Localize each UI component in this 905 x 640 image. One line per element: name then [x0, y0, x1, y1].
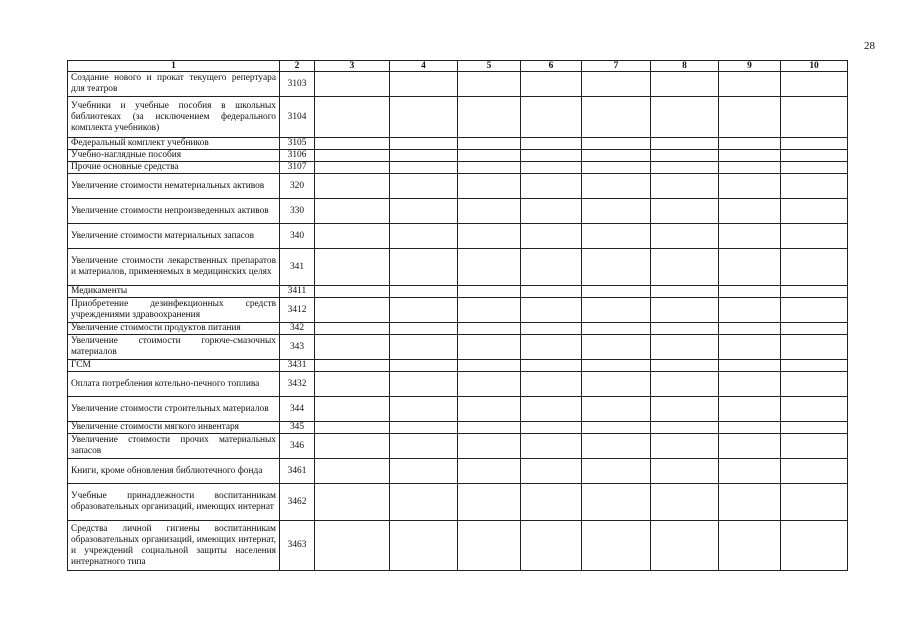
empty-cell-col-6 — [521, 360, 582, 372]
table-row — [68, 138, 848, 150]
empty-cell-col-7 — [582, 72, 651, 97]
empty-cell-col-4 — [390, 335, 458, 360]
column-header-2: 2 — [280, 61, 315, 72]
empty-cell-col-6 — [521, 72, 582, 97]
empty-cell-col-10 — [781, 150, 848, 162]
column-header-6: 6 — [521, 61, 582, 72]
row-code: 340 — [280, 224, 315, 249]
empty-cell-col-10 — [781, 521, 848, 571]
empty-cell-col-8 — [651, 224, 719, 249]
column-header-10: 10 — [781, 61, 848, 72]
empty-cell-col-9 — [719, 199, 781, 224]
empty-cell-col-6 — [521, 199, 582, 224]
table-row — [68, 72, 848, 97]
row-name: Увеличение стоимости мягкого инвентаря — [68, 422, 280, 434]
empty-cell-col-5 — [458, 323, 521, 335]
empty-cell-col-7 — [582, 150, 651, 162]
empty-cell-col-3 — [315, 372, 390, 397]
row-code: 330 — [280, 199, 315, 224]
empty-cell-col-10 — [781, 138, 848, 150]
empty-cell-col-8 — [651, 150, 719, 162]
empty-cell-col-6 — [521, 397, 582, 422]
empty-cell-col-9 — [719, 372, 781, 397]
empty-cell-col-4 — [390, 397, 458, 422]
empty-cell-col-9 — [719, 298, 781, 323]
empty-cell-col-5 — [458, 335, 521, 360]
empty-cell-col-3 — [315, 138, 390, 150]
column-header-8: 8 — [651, 61, 719, 72]
empty-cell-col-9 — [719, 360, 781, 372]
row-name: Увеличение стоимости непроизведенных активов — [68, 199, 280, 224]
row-code: 3412 — [280, 298, 315, 323]
empty-cell-col-5 — [458, 286, 521, 298]
table-row — [68, 360, 848, 372]
empty-cell-col-9 — [719, 286, 781, 298]
empty-cell-col-3 — [315, 162, 390, 174]
empty-cell-col-4 — [390, 174, 458, 199]
table-row — [68, 323, 848, 335]
row-code: 344 — [280, 397, 315, 422]
row-name: Медикаменты — [68, 286, 280, 298]
empty-cell-col-10 — [781, 97, 848, 138]
empty-cell-col-3 — [315, 199, 390, 224]
empty-cell-col-7 — [582, 434, 651, 459]
empty-cell-col-4 — [390, 150, 458, 162]
empty-cell-col-6 — [521, 484, 582, 521]
row-code: 343 — [280, 335, 315, 360]
table-header — [68, 61, 848, 72]
empty-cell-col-4 — [390, 199, 458, 224]
empty-cell-col-4 — [390, 286, 458, 298]
empty-cell-col-7 — [582, 224, 651, 249]
empty-cell-col-5 — [458, 150, 521, 162]
row-name: Увеличение стоимости строительных материалов — [68, 397, 280, 422]
empty-cell-col-6 — [521, 97, 582, 138]
empty-cell-col-10 — [781, 174, 848, 199]
empty-cell-col-7 — [582, 372, 651, 397]
empty-cell-col-4 — [390, 372, 458, 397]
empty-cell-col-7 — [582, 422, 651, 434]
empty-cell-col-9 — [719, 422, 781, 434]
empty-cell-col-7 — [582, 521, 651, 571]
empty-cell-col-5 — [458, 174, 521, 199]
empty-cell-col-9 — [719, 72, 781, 97]
row-name: Средства личной гигиены воспитанникам образовательных организаций, имеющих интернат, и учреждений социальной защиты населения интернатного типа — [68, 521, 280, 571]
table-body — [68, 72, 848, 571]
empty-cell-col-4 — [390, 521, 458, 571]
table-row — [68, 372, 848, 397]
table-row — [68, 484, 848, 521]
empty-cell-col-3 — [315, 298, 390, 323]
empty-cell-col-5 — [458, 521, 521, 571]
empty-cell-col-3 — [315, 484, 390, 521]
row-name: Увеличение стоимости нематериальных активов — [68, 174, 280, 199]
empty-cell-col-5 — [458, 397, 521, 422]
empty-cell-col-7 — [582, 459, 651, 484]
empty-cell-col-10 — [781, 224, 848, 249]
column-header-3: 3 — [315, 61, 390, 72]
empty-cell-col-5 — [458, 249, 521, 286]
empty-cell-col-4 — [390, 434, 458, 459]
empty-cell-col-10 — [781, 360, 848, 372]
empty-cell-col-5 — [458, 97, 521, 138]
empty-cell-col-9 — [719, 150, 781, 162]
table-row — [68, 199, 848, 224]
empty-cell-col-4 — [390, 162, 458, 174]
empty-cell-col-9 — [719, 335, 781, 360]
empty-cell-col-6 — [521, 434, 582, 459]
empty-cell-col-8 — [651, 249, 719, 286]
row-code: 345 — [280, 422, 315, 434]
row-code: 3105 — [280, 138, 315, 150]
table-row — [68, 249, 848, 286]
empty-cell-col-10 — [781, 397, 848, 422]
empty-cell-col-6 — [521, 174, 582, 199]
empty-cell-col-10 — [781, 162, 848, 174]
empty-cell-col-3 — [315, 286, 390, 298]
row-code: 3432 — [280, 372, 315, 397]
empty-cell-col-8 — [651, 434, 719, 459]
empty-cell-col-7 — [582, 397, 651, 422]
empty-cell-col-9 — [719, 323, 781, 335]
empty-cell-col-7 — [582, 97, 651, 138]
empty-cell-col-3 — [315, 360, 390, 372]
empty-cell-col-5 — [458, 484, 521, 521]
empty-cell-col-5 — [458, 422, 521, 434]
row-code: 3106 — [280, 150, 315, 162]
row-name: Приобретение дезинфекционных средств учреждениями здравоохранения — [68, 298, 280, 323]
empty-cell-col-8 — [651, 72, 719, 97]
row-name: Увеличение стоимости материальных запасов — [68, 224, 280, 249]
empty-cell-col-10 — [781, 249, 848, 286]
empty-cell-col-4 — [390, 459, 458, 484]
row-name: Учебники и учебные пособия в школьных библиотеках (за исключением федерального комплекта учебников) — [68, 97, 280, 138]
empty-cell-col-4 — [390, 298, 458, 323]
empty-cell-col-3 — [315, 422, 390, 434]
empty-cell-col-6 — [521, 335, 582, 360]
empty-cell-col-3 — [315, 224, 390, 249]
empty-cell-col-5 — [458, 372, 521, 397]
table-row — [68, 224, 848, 249]
column-header-9: 9 — [719, 61, 781, 72]
empty-cell-col-7 — [582, 298, 651, 323]
table-row — [68, 174, 848, 199]
empty-cell-col-6 — [521, 224, 582, 249]
empty-cell-col-4 — [390, 422, 458, 434]
table-row — [68, 397, 848, 422]
page-number: 28 — [864, 40, 875, 52]
table-row — [68, 97, 848, 138]
empty-cell-col-7 — [582, 335, 651, 360]
empty-cell-col-9 — [719, 249, 781, 286]
empty-cell-col-4 — [390, 249, 458, 286]
row-name: Прочие основные средства — [68, 162, 280, 174]
empty-cell-col-8 — [651, 372, 719, 397]
empty-cell-col-5 — [458, 360, 521, 372]
row-name: Учебно-наглядные пособия — [68, 150, 280, 162]
empty-cell-col-6 — [521, 249, 582, 286]
empty-cell-col-8 — [651, 335, 719, 360]
empty-cell-col-3 — [315, 434, 390, 459]
empty-cell-col-3 — [315, 72, 390, 97]
empty-cell-col-7 — [582, 249, 651, 286]
empty-cell-col-10 — [781, 434, 848, 459]
row-code: 320 — [280, 174, 315, 199]
empty-cell-col-7 — [582, 162, 651, 174]
empty-cell-col-8 — [651, 422, 719, 434]
empty-cell-col-9 — [719, 459, 781, 484]
row-code: 346 — [280, 434, 315, 459]
row-name: Увеличение стоимости продуктов питания — [68, 323, 280, 335]
empty-cell-col-6 — [521, 286, 582, 298]
row-name: Увеличение стоимости горюче-смазочных материалов — [68, 335, 280, 360]
empty-cell-col-8 — [651, 459, 719, 484]
empty-cell-col-8 — [651, 286, 719, 298]
empty-cell-col-9 — [719, 224, 781, 249]
empty-cell-col-10 — [781, 323, 848, 335]
empty-cell-col-4 — [390, 484, 458, 521]
table-row — [68, 286, 848, 298]
empty-cell-col-6 — [521, 372, 582, 397]
empty-cell-col-10 — [781, 372, 848, 397]
empty-cell-col-9 — [719, 138, 781, 150]
row-name: Оплата потребления котельно-печного топлива — [68, 372, 280, 397]
empty-cell-col-8 — [651, 397, 719, 422]
column-header-1: 1 — [68, 61, 280, 72]
empty-cell-col-7 — [582, 174, 651, 199]
row-code: 3103 — [280, 72, 315, 97]
empty-cell-col-6 — [521, 521, 582, 571]
empty-cell-col-10 — [781, 199, 848, 224]
table-row — [68, 162, 848, 174]
empty-cell-col-9 — [719, 434, 781, 459]
empty-cell-col-5 — [458, 298, 521, 323]
empty-cell-col-3 — [315, 150, 390, 162]
empty-cell-col-3 — [315, 249, 390, 286]
empty-cell-col-5 — [458, 199, 521, 224]
empty-cell-col-10 — [781, 422, 848, 434]
empty-cell-col-4 — [390, 97, 458, 138]
row-name: Книги, кроме обновления библиотечного фонда — [68, 459, 280, 484]
empty-cell-col-5 — [458, 138, 521, 150]
row-name: Создание нового и прокат текущего репертуара для театров — [68, 72, 280, 97]
empty-cell-col-7 — [582, 484, 651, 521]
row-name: Увеличение стоимости прочих материальных запасов — [68, 434, 280, 459]
empty-cell-col-9 — [719, 174, 781, 199]
empty-cell-col-9 — [719, 97, 781, 138]
empty-cell-col-10 — [781, 72, 848, 97]
row-code: 3463 — [280, 521, 315, 571]
row-code: 3462 — [280, 484, 315, 521]
empty-cell-col-10 — [781, 335, 848, 360]
empty-cell-col-8 — [651, 484, 719, 521]
empty-cell-col-3 — [315, 335, 390, 360]
empty-cell-col-5 — [458, 459, 521, 484]
empty-cell-col-3 — [315, 459, 390, 484]
row-name: Учебные принадлежности воспитанникам образовательных организаций, имеющих интернат — [68, 484, 280, 521]
empty-cell-col-7 — [582, 199, 651, 224]
table-row — [68, 298, 848, 323]
empty-cell-col-7 — [582, 138, 651, 150]
empty-cell-col-10 — [781, 459, 848, 484]
empty-cell-col-6 — [521, 422, 582, 434]
empty-cell-col-4 — [390, 224, 458, 249]
row-code: 3431 — [280, 360, 315, 372]
empty-cell-col-7 — [582, 360, 651, 372]
empty-cell-col-5 — [458, 162, 521, 174]
column-header-7: 7 — [582, 61, 651, 72]
table-row — [68, 335, 848, 360]
table-row — [68, 434, 848, 459]
empty-cell-col-6 — [521, 138, 582, 150]
row-code: 3107 — [280, 162, 315, 174]
empty-cell-col-9 — [719, 397, 781, 422]
row-name: Увеличение стоимости лекарственных препаратов и материалов, применяемых в медицинских целях — [68, 249, 280, 286]
empty-cell-col-3 — [315, 521, 390, 571]
empty-cell-col-5 — [458, 434, 521, 459]
table-row — [68, 521, 848, 571]
row-code: 3104 — [280, 97, 315, 138]
empty-cell-col-8 — [651, 97, 719, 138]
empty-cell-col-8 — [651, 521, 719, 571]
empty-cell-col-9 — [719, 162, 781, 174]
empty-cell-col-4 — [390, 323, 458, 335]
empty-cell-col-10 — [781, 484, 848, 521]
empty-cell-col-7 — [582, 286, 651, 298]
empty-cell-col-7 — [582, 323, 651, 335]
row-name: Федеральный комплект учебников — [68, 138, 280, 150]
empty-cell-col-3 — [315, 97, 390, 138]
row-code: 342 — [280, 323, 315, 335]
empty-cell-col-10 — [781, 298, 848, 323]
empty-cell-col-8 — [651, 323, 719, 335]
empty-cell-col-8 — [651, 199, 719, 224]
empty-cell-col-3 — [315, 174, 390, 199]
header-row — [68, 61, 848, 72]
report-table — [67, 60, 848, 571]
empty-cell-col-9 — [719, 521, 781, 571]
empty-cell-col-9 — [719, 484, 781, 521]
empty-cell-col-6 — [521, 150, 582, 162]
column-header-4: 4 — [390, 61, 458, 72]
empty-cell-col-3 — [315, 323, 390, 335]
empty-cell-col-4 — [390, 72, 458, 97]
row-code: 341 — [280, 249, 315, 286]
row-code: 3461 — [280, 459, 315, 484]
empty-cell-col-6 — [521, 162, 582, 174]
empty-cell-col-4 — [390, 138, 458, 150]
empty-cell-col-4 — [390, 360, 458, 372]
table-row — [68, 422, 848, 434]
empty-cell-col-6 — [521, 323, 582, 335]
table-row — [68, 459, 848, 484]
empty-cell-col-8 — [651, 138, 719, 150]
empty-cell-col-8 — [651, 360, 719, 372]
column-header-5: 5 — [458, 61, 521, 72]
row-name: ГСМ — [68, 360, 280, 372]
empty-cell-col-10 — [781, 286, 848, 298]
empty-cell-col-3 — [315, 397, 390, 422]
empty-cell-col-8 — [651, 162, 719, 174]
empty-cell-col-6 — [521, 298, 582, 323]
row-code: 3411 — [280, 286, 315, 298]
empty-cell-col-6 — [521, 459, 582, 484]
empty-cell-col-5 — [458, 224, 521, 249]
empty-cell-col-8 — [651, 174, 719, 199]
table-row — [68, 150, 848, 162]
empty-cell-col-5 — [458, 72, 521, 97]
empty-cell-col-8 — [651, 298, 719, 323]
